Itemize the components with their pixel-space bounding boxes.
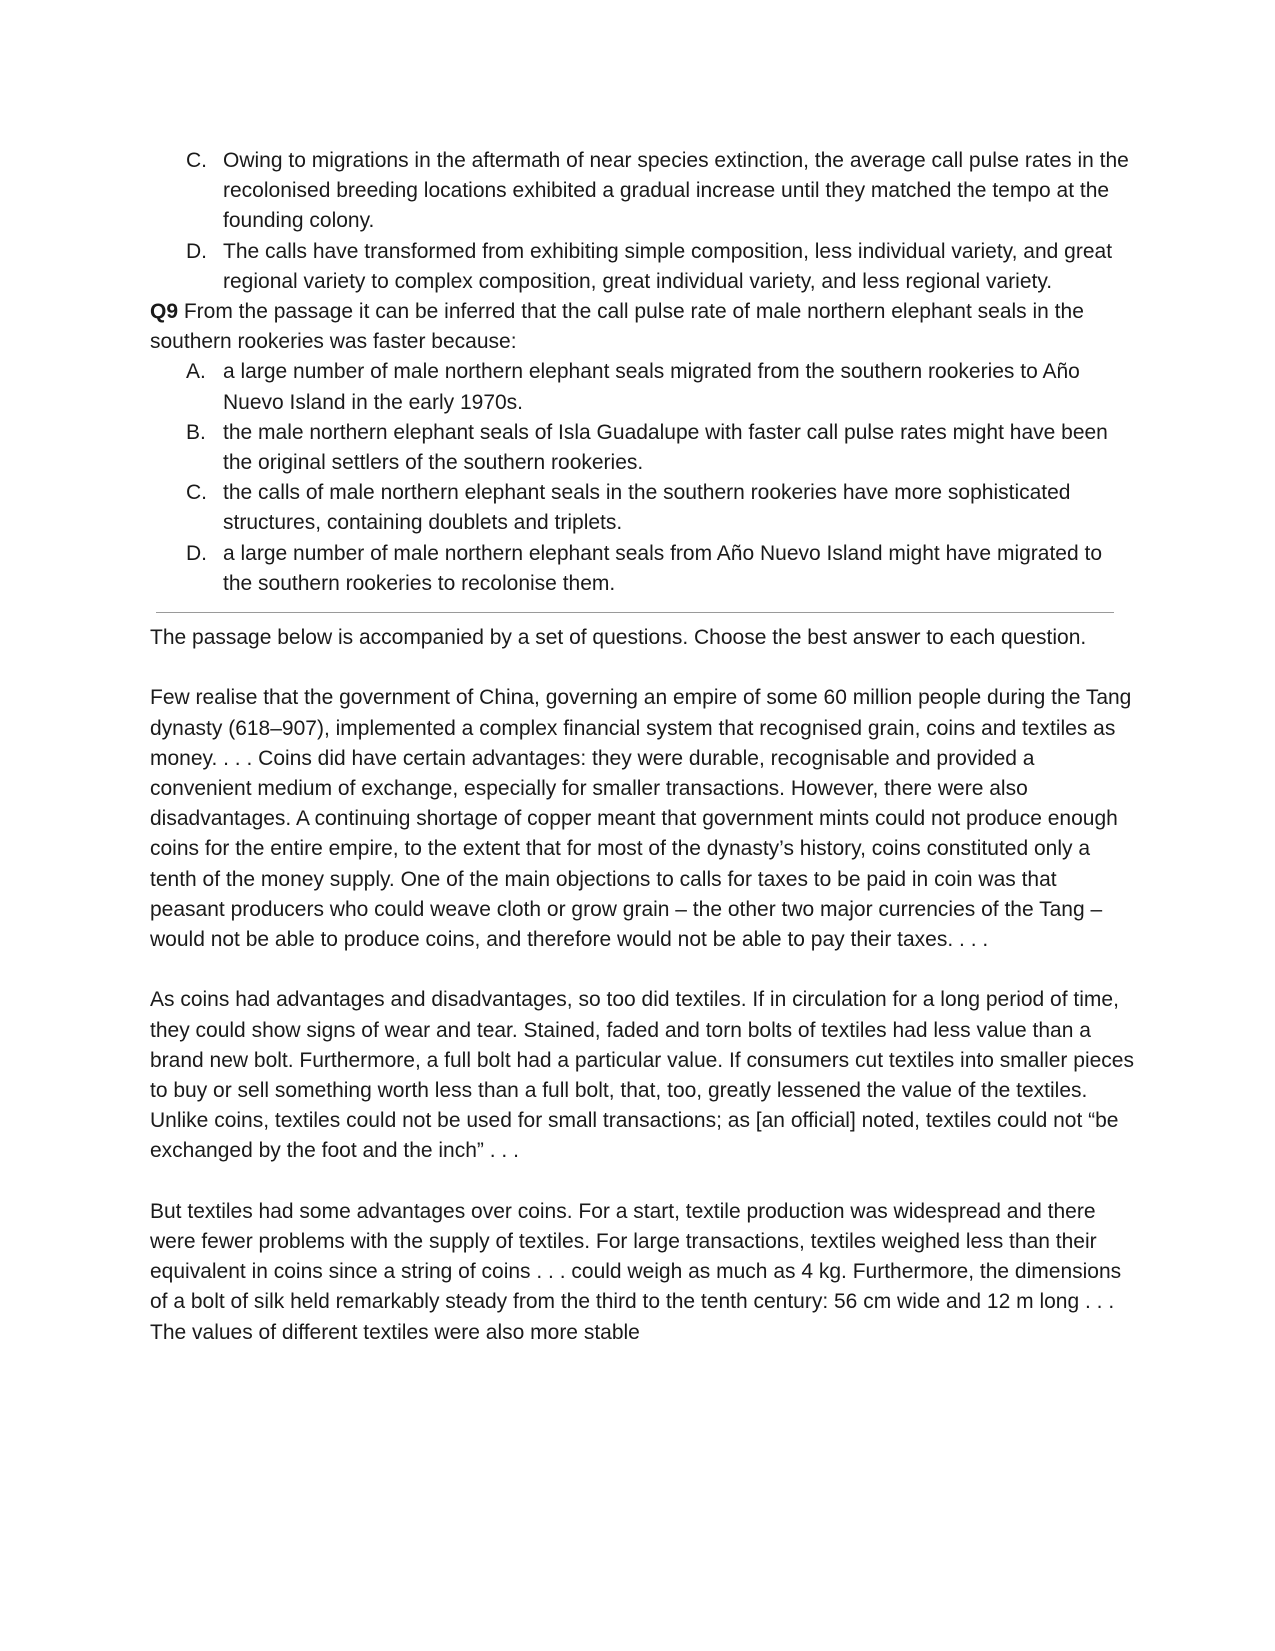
q8-option-d (186, 237, 1135, 297)
option-letter: C. (186, 149, 207, 172)
passage-paragraph-2: As coins had advantages and disadvantages, so too did textiles. If in circulation for a long period of time, they could show signs of wear and tear. Stained, faded and torn bolts of textiles had less value than a brand new bolt. Furthermore, a full bolt had a particular value. If consumers cut textiles into smaller pieces to buy or sell something worth less than a full bolt, that, too, greatly lessened the value of the textiles. Unlike coins, textiles could not be used for small transactions; as [an official] noted, textiles could not “be exchanged by the foot and the inch” . . . (150, 988, 1134, 1163)
paragraph-gap (150, 955, 1135, 985)
question-number: Q9 (150, 300, 179, 324)
section-divider (156, 612, 1114, 613)
option-letter: C. (186, 481, 207, 505)
instructions: The passage below is accompanied by a set of questions. Choose the best answer to each question. (150, 626, 1087, 650)
option-letter: B. (186, 420, 206, 444)
option-text: a large number of male northern elephant seals from Año Nuevo Island might have migrated to the southern rookeries to recolonise them. (223, 541, 1102, 595)
question-9 (150, 297, 1135, 357)
option-text: The calls have transformed from exhibiting simple composition, less individual variety, and great regional variety to complex composition, great individual variety, and less regional variety. (223, 239, 1113, 293)
q9-option-b (186, 418, 1135, 478)
document-page (150, 146, 1135, 1348)
q9-option-d (186, 539, 1135, 599)
option-text: the calls of male northern elephant seals in the southern rookeries have more sophisticated structures, containing doublets and triplets. (223, 481, 1071, 535)
option-text: the male northern elephant seals of Isla Guadalupe with faster call pulse rates might have been the original settlers of the southern rookeries. (223, 420, 1108, 475)
option-letter: A. (186, 360, 206, 384)
question-text: From the passage it can be inferred that the call pulse rate of male northern elephant seals in the southern rookeries was faster because: (150, 300, 1084, 354)
paragraph-gap (150, 653, 1135, 683)
paragraph-gap (150, 1167, 1135, 1197)
option-text: a large number of male northern elephant seals migrated from the southern rookeries to Año Nuevo Island in the early 1970s. (223, 360, 1080, 414)
option-letter: D. (186, 541, 207, 565)
q8-option-c (186, 146, 1135, 237)
option-text: Owing to migrations in the aftermath of near species extinction, the average call pulse rates in the recolonised breeding locations exhibited a gradual increase until they matched the tempo at the founding colony. (223, 149, 1129, 233)
q9-option-c (186, 478, 1135, 538)
passage-paragraph-3: But textiles had some advantages over coins. For a start, textile production was widespread and there were fewer problems with the supply of textiles. For large transactions, textiles weighed less than their equivalent in coins since a string of coins . . . could weigh as much as 4 kg. Furthermore, the dimensions of a bolt of silk held remarkably steady from the third to the tenth century: 56 cm wide and 12 m long . . . The values of different textiles were also more stable (150, 1199, 1122, 1344)
passage-paragraph-1: Few realise that the government of China, governing an empire of some 60 million people during the Tang dynasty (618–907), implemented a complex financial system that recognised grain, coins and textiles as money. . . . Coins did have certain advantages: they were durable, recognisable and provided a convenient medium of exchange, especially for smaller transactions. However, there were also disadvantages. A continuing shortage of copper meant that government mints could not produce enough coins for the entire empire, to the extent that for most of the dynasty’s history, coins constituted only a tenth of the money supply. One of the main objections to calls for taxes to be paid in coin was that peasant producers who could weave cloth or grow grain – the other two major currencies of the Tang – would not be able to produce coins, and therefore would not be able to pay their taxes. . . . (150, 686, 1132, 952)
option-letter: D. (186, 239, 207, 263)
q9-option-a (186, 357, 1135, 417)
